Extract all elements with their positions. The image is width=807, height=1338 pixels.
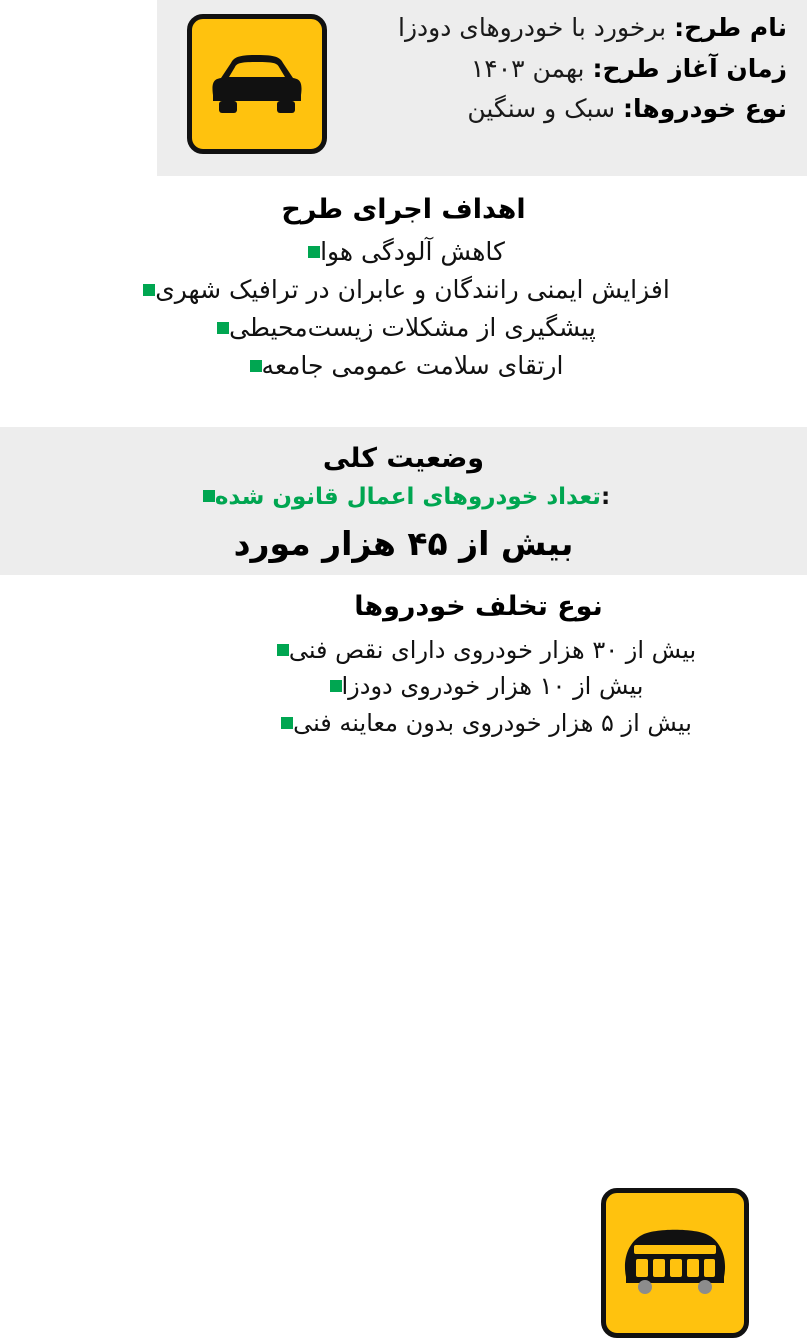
car-glyph — [205, 51, 309, 117]
list-item — [0, 309, 807, 347]
violations-item-0: بیش از ۳۰ هزار خودروی دارای نقص فنی — [288, 636, 697, 664]
goals-list — [0, 233, 807, 385]
bullet-square-icon — [203, 490, 215, 502]
header-row-vehicle-type — [347, 89, 787, 130]
bullet-square-icon — [277, 644, 289, 656]
header-label-vehicle-type: نوع خودروها: — [622, 94, 787, 123]
goals-item-2: پیشگیری از مشکلات زیست‌محیطی — [229, 313, 596, 342]
goals-item-0: کاهش آلودگی هوا — [320, 237, 505, 266]
status-subtitle-row — [0, 484, 807, 510]
header-band — [0, 0, 807, 176]
goals-section — [0, 176, 807, 427]
header-label-name: نام طرح: — [674, 13, 787, 42]
status-subtitle-colon: : — [600, 484, 611, 510]
bullet-square-icon — [250, 360, 262, 372]
header-row-start — [347, 49, 787, 90]
status-subtitle: تعداد خودروهای اعمال قانون شده — [214, 484, 601, 510]
goals-item-3: ارتقای سلامت عمومی جامعه — [261, 351, 564, 380]
violations-item-2: بیش از ۵ هزار خودروی بدون معاینه فنی — [293, 708, 692, 737]
goals-title: اهداف اجرای طرح — [281, 194, 526, 225]
bullet-square-icon — [308, 246, 320, 258]
goals-item-1: افزایش ایمنی رانندگان و عابران در ترافیک شهری — [155, 275, 670, 304]
header-text-block — [347, 8, 787, 130]
violations-section — [0, 575, 807, 822]
bullet-square-icon — [143, 284, 155, 296]
status-title: وضعیت کلی — [322, 443, 485, 474]
header-value-vehicle-type: سبک و سنگین — [467, 94, 616, 123]
header-row-name — [347, 8, 787, 49]
list-item — [160, 705, 807, 741]
status-value: بیش از ۴۵ هزار مورد — [233, 524, 574, 563]
car-sign-icon — [187, 14, 327, 154]
bullet-square-icon — [217, 322, 229, 334]
list-item — [0, 233, 807, 271]
list-item — [160, 632, 807, 668]
violations-list — [0, 632, 807, 741]
violations-item-1: بیش از ۱۰ هزار خودروی دودزا — [341, 672, 644, 701]
header-value-start: بهمن ۱۴۰۳ — [470, 53, 585, 83]
violations-title: نوع تخلف خودروها — [354, 591, 603, 622]
list-item — [160, 668, 807, 704]
bus-glyph — [620, 1223, 730, 1303]
list-item — [0, 347, 807, 385]
bullet-square-icon — [330, 680, 342, 692]
bullet-square-icon — [281, 717, 293, 729]
bus-sign-icon — [601, 1188, 749, 1338]
header-label-start: زمان آغاز طرح: — [592, 53, 787, 83]
status-section — [0, 427, 807, 575]
header-value-name: برخورد با خودروهای دودزا — [398, 13, 667, 42]
list-item — [0, 271, 807, 309]
